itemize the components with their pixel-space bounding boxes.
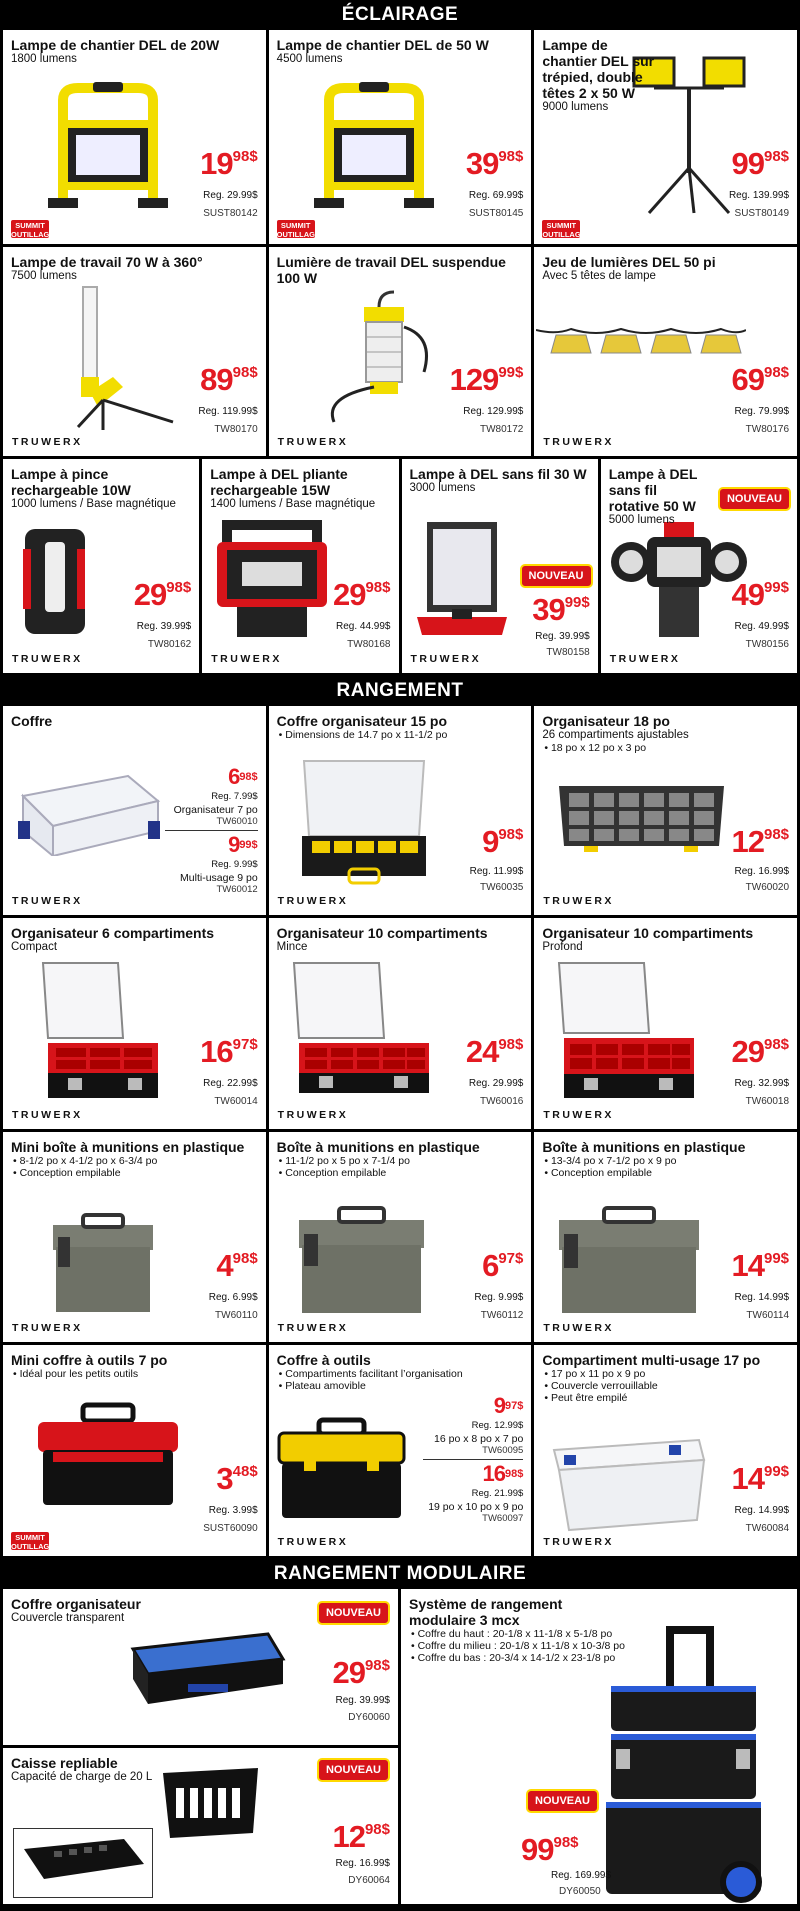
product-card-l2[interactable] bbox=[269, 30, 532, 244]
price: 3999$ bbox=[532, 592, 590, 627]
toolbox-image bbox=[274, 1415, 409, 1525]
hanging-light-image bbox=[304, 287, 444, 427]
product-card-l8[interactable] bbox=[202, 459, 398, 673]
sku: TW60016 bbox=[479, 1096, 524, 1107]
price: 1298$ bbox=[332, 1819, 390, 1854]
truwerx-logo: TRUWERX bbox=[543, 895, 614, 907]
price: 1998$ bbox=[200, 146, 258, 181]
sku: TW60035 bbox=[479, 882, 524, 893]
product-title: Mini coffre à outils 7 po bbox=[11, 1352, 168, 1368]
bullet: • Coffre du haut : 20-1/8 x 11-1/8 x 5-1/8 po bbox=[411, 1628, 613, 1640]
ammo-box-image bbox=[48, 1207, 158, 1317]
product-subtitle: 9000 lumens bbox=[542, 101, 609, 113]
price: 2498$ bbox=[465, 1034, 524, 1069]
price: 498$ bbox=[216, 1248, 258, 1283]
price: 2998$ bbox=[731, 1034, 790, 1069]
sku: TW60014 bbox=[214, 1096, 258, 1107]
price: 6998$ bbox=[731, 362, 790, 397]
sku: TW80172 bbox=[479, 424, 524, 435]
sku: DY60060 bbox=[348, 1712, 390, 1723]
bullet: • 11-1/2 po x 5 po x 7-1/4 po bbox=[278, 1155, 410, 1167]
rotating-light-image bbox=[609, 517, 749, 642]
bullet: • 17 po x 11 po x 9 po bbox=[544, 1368, 646, 1380]
regular-price: Reg. 79.99$ bbox=[734, 406, 790, 417]
sku: TW80168 bbox=[347, 639, 391, 650]
folded-crate-inset bbox=[13, 1828, 153, 1898]
bullet: • Dimensions de 14.7 po x 11-1/2 po bbox=[278, 729, 448, 741]
sku: TW60020 bbox=[745, 882, 790, 893]
product-title: Organisateur 10 compartiments bbox=[276, 925, 488, 941]
regular-price: Reg. 39.99$ bbox=[335, 1695, 390, 1706]
product-title: Coffre bbox=[11, 713, 53, 729]
summit-logo: SUMMIT OUTILLAGE bbox=[542, 221, 586, 239]
product-card-r11[interactable] bbox=[269, 1345, 532, 1556]
product-card-l10[interactable] bbox=[601, 459, 797, 673]
product-card-m2[interactable] bbox=[3, 1748, 398, 1904]
price-block-1: $6^{98\$}$ Reg. 7.99$ Organisateur 7 po TW60010 $9^{99\$}$ Reg. 9.99$ Multi-usage 9 po TW60012 bbox=[165, 766, 258, 895]
product-card-m3[interactable] bbox=[401, 1589, 797, 1904]
sku: SUST80149 bbox=[734, 208, 790, 219]
truwerx-logo: TRUWERX bbox=[12, 1322, 83, 1334]
product-card-r2[interactable] bbox=[269, 706, 532, 915]
product-card-r5[interactable] bbox=[269, 918, 532, 1129]
price: 1499$ bbox=[731, 1248, 790, 1283]
work-light-image bbox=[304, 80, 444, 215]
regular-price: Reg. 69.99$ bbox=[468, 190, 524, 201]
organizer-open-image bbox=[279, 958, 439, 1103]
truwerx-logo: TRUWERX bbox=[12, 1109, 83, 1121]
bullet: • Peut être empilé bbox=[544, 1392, 628, 1404]
organizer-case-image bbox=[128, 1629, 288, 1709]
summit-logo: SUMMIT OUTILLAGE bbox=[276, 221, 321, 239]
product-title: Lampe à DEL pliante rechargeable 15W bbox=[210, 466, 348, 498]
summit-logo: SUMMIT OUTILLAGE bbox=[11, 221, 55, 239]
product-subtitle: Profond bbox=[542, 941, 583, 953]
price: 1697$ bbox=[200, 1034, 258, 1069]
product-subtitle: 1800 lumens bbox=[11, 53, 77, 65]
regular-price: Reg. 14.99$ bbox=[734, 1292, 790, 1303]
sku: SUST80142 bbox=[203, 208, 258, 219]
product-title: Lampe de chantier DEL de 20W bbox=[11, 37, 220, 53]
truwerx-logo: TRUWERX bbox=[277, 1109, 349, 1121]
sku: TW80158 bbox=[546, 647, 590, 658]
regular-price: Reg. 11.99$ bbox=[469, 866, 524, 877]
clamp-light-image bbox=[15, 524, 105, 644]
sku: TW80162 bbox=[147, 639, 192, 650]
bullet: • Conception empilable bbox=[544, 1167, 652, 1179]
truwerx-logo: TRUWERX bbox=[277, 436, 349, 448]
regular-price: Reg. 39.99$ bbox=[136, 621, 192, 632]
product-subtitle: 4500 lumens bbox=[276, 53, 343, 65]
price: 998$ bbox=[482, 824, 524, 859]
sku: TW80176 bbox=[745, 424, 790, 435]
product-title: Lumière de travail DEL suspendue 100 W bbox=[276, 254, 506, 286]
product-title: Organisateur 10 compartiments bbox=[542, 925, 754, 941]
product-title: Boîte à munitions en plastique bbox=[276, 1139, 480, 1155]
section-header-storage: RANGEMENT bbox=[0, 676, 800, 706]
sku: TW80156 bbox=[745, 639, 789, 650]
new-badge: NOUVEAU bbox=[526, 1789, 599, 1813]
truwerx-logo: TRUWERX bbox=[410, 653, 482, 665]
product-title: Lampe de chantier DEL sur trépied, double têtes 2 x 50 W bbox=[542, 37, 655, 101]
sku: TW60084 bbox=[745, 1523, 790, 1534]
sku: DY60050 bbox=[559, 1886, 601, 1897]
bullet: • Conception empilable bbox=[278, 1167, 387, 1179]
price: 12999$ bbox=[449, 362, 524, 397]
sku: SUST60090 bbox=[203, 1523, 258, 1534]
product-subtitle: Couvercle transparent bbox=[11, 1612, 125, 1624]
product-title: Jeu de lumières DEL 50 pi bbox=[542, 254, 716, 270]
regular-price: Reg. 6.99$ bbox=[208, 1292, 258, 1303]
sku: TW60018 bbox=[745, 1096, 790, 1107]
product-title: Lampe de chantier DEL de 50 W bbox=[276, 37, 489, 53]
cordless-light-image bbox=[407, 517, 517, 642]
product-card-r8[interactable] bbox=[269, 1132, 532, 1342]
product-card-r9[interactable] bbox=[534, 1132, 797, 1342]
price: 3998$ bbox=[465, 146, 524, 181]
work-light-image bbox=[38, 80, 178, 215]
truwerx-logo: TRUWERX bbox=[543, 1109, 614, 1121]
360-work-light-image bbox=[43, 282, 193, 432]
product-card-r6[interactable] bbox=[534, 918, 797, 1129]
sku: SUST80145 bbox=[468, 208, 524, 219]
product-card-r10[interactable] bbox=[3, 1345, 266, 1556]
product-title: Lampe à DEL sans fil rotative 50 W bbox=[608, 466, 698, 514]
product-card-r1[interactable] bbox=[3, 706, 266, 915]
regular-price: Reg. 44.99$ bbox=[336, 621, 391, 632]
bullet: • Idéal pour les petits outils bbox=[13, 1368, 139, 1380]
string-lights-image bbox=[536, 315, 746, 365]
regular-price: Reg. 139.99$ bbox=[728, 190, 790, 201]
regular-price: Reg. 39.99$ bbox=[535, 631, 590, 642]
price: 9998$ bbox=[731, 146, 790, 181]
product-title: Lampe à DEL sans fil 30 W bbox=[409, 466, 587, 482]
product-card-r7[interactable] bbox=[3, 1132, 266, 1342]
sku: TW80170 bbox=[214, 424, 258, 435]
bullet: • Plateau amovible bbox=[278, 1380, 366, 1392]
storage-bin-image bbox=[549, 1425, 709, 1535]
sku: TW60114 bbox=[746, 1310, 790, 1321]
truwerx-logo: TRUWERX bbox=[12, 895, 83, 907]
sku: DY60064 bbox=[348, 1875, 390, 1886]
product-subtitle: 1400 lumens / Base magnétique bbox=[210, 498, 376, 510]
product-subtitle: Compact bbox=[11, 941, 58, 953]
bullet: • Coffre du bas : 20-3/4 x 14-1/2 x 23-1/8 po bbox=[411, 1652, 616, 1664]
folding-light-image bbox=[207, 517, 337, 642]
product-title: Lampe à pince rechargeable 10W bbox=[11, 466, 131, 498]
regular-price: Reg. 29.99$ bbox=[203, 190, 258, 201]
product-card-l9[interactable] bbox=[402, 459, 598, 673]
organizer-case-image bbox=[294, 751, 434, 891]
truwerx-logo: TRUWERX bbox=[277, 1322, 349, 1334]
ammo-box-image bbox=[554, 1202, 704, 1317]
new-badge: NOUVEAU bbox=[317, 1758, 390, 1782]
product-subtitle: Avec 5 têtes de lampe bbox=[542, 270, 656, 282]
product-subtitle: 5000 lumens bbox=[608, 514, 675, 526]
sku: TW60110 bbox=[215, 1310, 258, 1321]
product-title: Coffre organisateur bbox=[11, 1596, 141, 1612]
truwerx-logo: TRUWERX bbox=[609, 653, 681, 665]
product-card-l4[interactable] bbox=[3, 247, 266, 456]
product-card-l7[interactable] bbox=[3, 459, 199, 673]
toolbox-image bbox=[33, 1400, 183, 1510]
regular-price: Reg. 3.99$ bbox=[208, 1505, 258, 1516]
truwerx-logo: TRUWERX bbox=[277, 895, 349, 907]
product-card-r3[interactable] bbox=[534, 706, 797, 915]
product-card-l3[interactable] bbox=[534, 30, 797, 244]
truwerx-logo: TRUWERX bbox=[277, 1536, 349, 1548]
price-block-2: $9^{97\$}$ Reg. 12.99$ 16 po x 8 po x 7 po TW60095 $16^{98\$}$ Reg. 21.99$ 19 po x 10 po x 9 po TW60097 bbox=[423, 1395, 523, 1524]
modular-system-image bbox=[596, 1624, 776, 1904]
regular-price: Reg. 49.99$ bbox=[734, 621, 789, 632]
product-title: Lampe de travail 70 W à 360° bbox=[11, 254, 203, 270]
regular-price: Reg. 119.99$ bbox=[198, 406, 258, 417]
product-card-r4[interactable] bbox=[3, 918, 266, 1129]
product-title: Système de rangement modulaire 3 mcx bbox=[409, 1596, 563, 1628]
regular-price: Reg. 22.99$ bbox=[203, 1078, 258, 1089]
regular-price: Reg. 14.99$ bbox=[734, 1505, 790, 1516]
truwerx-logo: TRUWERX bbox=[543, 1536, 614, 1548]
bullet: • Coffre du milieu : 20-1/8 x 11-1/8 x 10-3/8 po bbox=[411, 1640, 625, 1652]
section-header-lighting: ÉCLAIRAGE bbox=[0, 0, 800, 30]
regular-price: Reg. 169.99$ bbox=[551, 1870, 612, 1881]
product-title: Organisateur 18 po bbox=[542, 713, 670, 729]
bullet: • Couvercle verrouillable bbox=[544, 1380, 658, 1392]
product-subtitle: 1000 lumens / Base magnétique bbox=[11, 498, 176, 510]
bullet: • Conception empilable bbox=[13, 1167, 121, 1179]
product-title: Coffre organisateur 15 po bbox=[276, 713, 448, 729]
price: 348$ bbox=[216, 1461, 258, 1496]
clear-box-image bbox=[13, 766, 163, 856]
bullet: • 8-1/2 po x 4-1/2 po x 6-3/4 po bbox=[13, 1155, 158, 1167]
product-subtitle: 3000 lumens bbox=[409, 482, 476, 494]
new-badge: NOUVEAU bbox=[520, 564, 593, 588]
section-header-modular: RANGEMENT MODULAIRE bbox=[0, 1559, 800, 1589]
truwerx-logo: TRUWERX bbox=[543, 436, 614, 448]
product-subtitle: Mince bbox=[276, 941, 308, 953]
truwerx-logo: TRUWERX bbox=[12, 436, 83, 448]
regular-price: Reg. 9.99$ bbox=[474, 1292, 524, 1303]
product-title: Boîte à munitions en plastique bbox=[542, 1139, 746, 1155]
truwerx-logo: TRUWERX bbox=[543, 1322, 614, 1334]
price: 697$ bbox=[482, 1248, 524, 1283]
bullet: • 13-3/4 po x 7-1/2 po x 9 po bbox=[544, 1155, 677, 1167]
price: 1298$ bbox=[731, 824, 790, 859]
regular-price: Reg. 16.99$ bbox=[335, 1858, 390, 1869]
product-card-r12[interactable] bbox=[534, 1345, 797, 1556]
regular-price: Reg. 32.99$ bbox=[734, 1078, 790, 1089]
new-badge: NOUVEAU bbox=[718, 487, 791, 511]
price: 1499$ bbox=[731, 1461, 790, 1496]
organizer-open-image bbox=[544, 958, 704, 1103]
product-card-m1[interactable] bbox=[3, 1589, 398, 1745]
product-title: Coffre à outils bbox=[276, 1352, 371, 1368]
price: 2998$ bbox=[332, 1655, 390, 1690]
bullet: • 18 po x 12 po x 3 po bbox=[544, 742, 647, 754]
regular-price: Reg. 129.99$ bbox=[463, 406, 524, 417]
summit-logo: SUMMIT OUTILLAGE bbox=[11, 1533, 55, 1551]
price: 4999$ bbox=[731, 577, 789, 612]
product-card-l5[interactable] bbox=[269, 247, 532, 456]
bullet: • Compartiments facilitant l’organisation bbox=[278, 1368, 463, 1380]
price: 9998$ bbox=[521, 1832, 579, 1867]
price: 8998$ bbox=[200, 362, 258, 397]
organizer-tray-image bbox=[554, 771, 729, 856]
new-badge: NOUVEAU bbox=[317, 1601, 390, 1625]
truwerx-logo: TRUWERX bbox=[12, 653, 83, 665]
price: 2998$ bbox=[332, 577, 391, 612]
product-title: Caisse repliable bbox=[11, 1755, 118, 1771]
regular-price: Reg. 29.99$ bbox=[468, 1078, 524, 1089]
folded-crate-image bbox=[14, 1829, 152, 1897]
product-subtitle: 7500 lumens bbox=[11, 270, 77, 282]
product-subtitle: 26 compartiments ajustables bbox=[542, 729, 689, 741]
product-title: Organisateur 6 compartiments bbox=[11, 925, 215, 941]
organizer-open-image bbox=[28, 958, 168, 1103]
ammo-box-image bbox=[294, 1202, 429, 1317]
product-subtitle: Capacité de charge de 20 L bbox=[11, 1771, 153, 1783]
product-card-l1[interactable] bbox=[3, 30, 266, 244]
sku: TW60112 bbox=[480, 1310, 524, 1321]
truwerx-logo: TRUWERX bbox=[211, 653, 282, 665]
price: 2998$ bbox=[133, 577, 192, 612]
regular-price: Reg. 16.99$ bbox=[734, 866, 790, 877]
product-title: Mini boîte à munitions en plastique bbox=[11, 1139, 245, 1155]
product-card-l6[interactable] bbox=[534, 247, 797, 456]
product-title: Compartiment multi-usage 17 po bbox=[542, 1352, 761, 1368]
